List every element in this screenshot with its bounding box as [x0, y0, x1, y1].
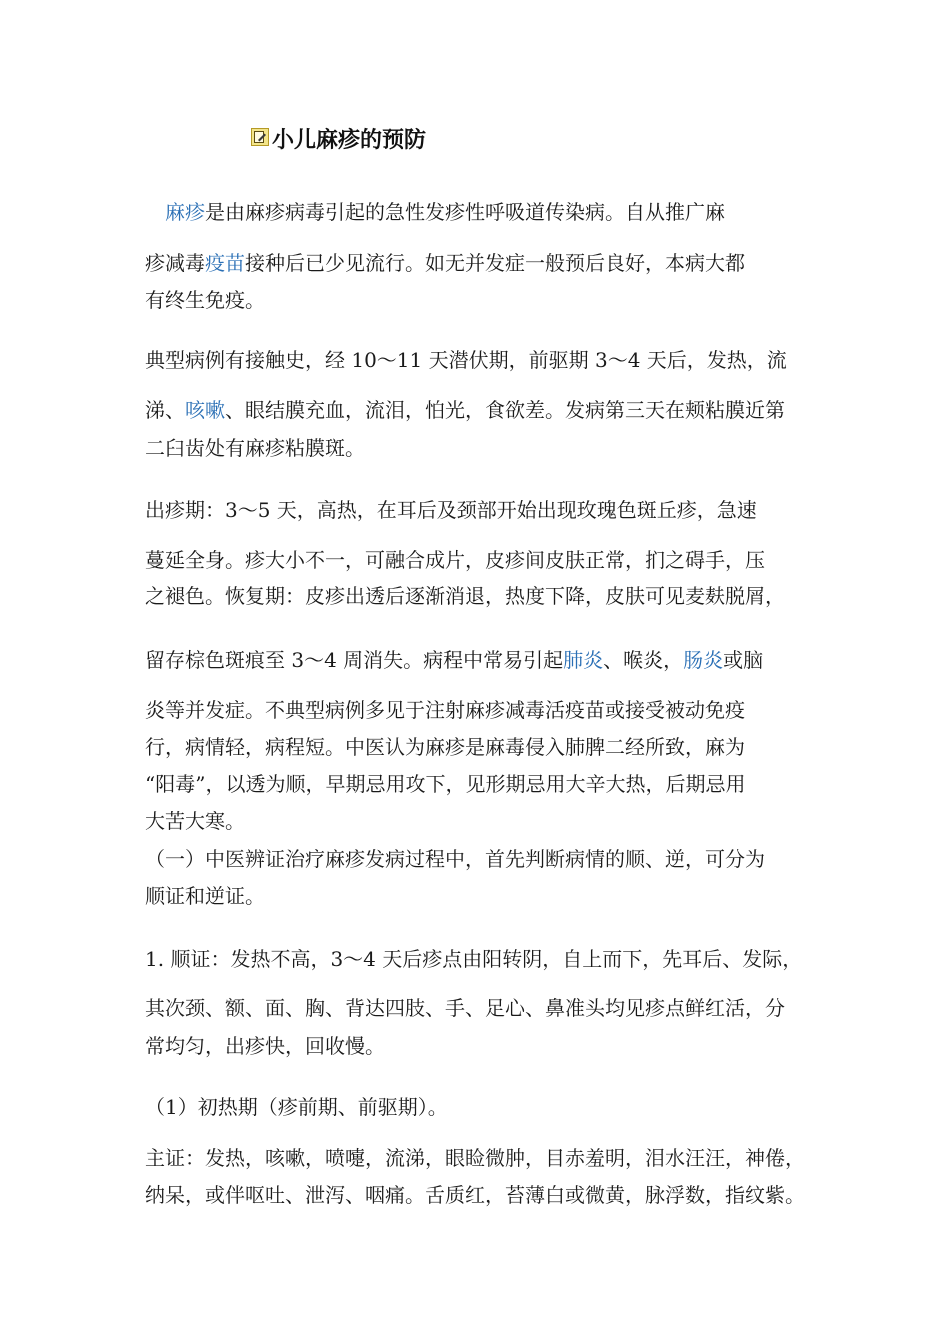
paragraph-line — [145, 696, 745, 724]
text-run: 、眼结膜充血，流泪，怕光，食欲差。发病第三天在颊粘膜近第 — [225, 398, 785, 422]
text-run: 蔓延全身。疹大小不一，可融合成片，皮疹间皮肤正常，扪之碍手，压 — [145, 548, 765, 572]
text-run: “阳毒”，以透为顺，早期忌用攻下，见形期忌用大辛大热，后期忌用 — [145, 772, 746, 796]
paragraph-line — [145, 733, 745, 761]
text-run: 典型病例有接触史，经 10～11 天潜伏期，前驱期 3～4 天后，发热，流 — [145, 348, 787, 372]
text-run: 疹减毒 — [145, 251, 205, 275]
text-run: 二臼齿处有麻疹粘膜斑。 — [145, 436, 365, 460]
text-run: 1. 顺证：发热不高，3～4 天后疹点由阳转阴，自上而下，先耳后、发际， — [145, 947, 803, 971]
paragraph-line — [145, 286, 265, 314]
paragraph-line — [145, 994, 785, 1022]
term-link[interactable]: 疫苗 — [205, 251, 245, 275]
text-run: 常均匀，出疹快，回收慢。 — [145, 1034, 385, 1058]
text-run: 是由麻疹病毒引起的急性发疹性呼吸道传染病。自从推广麻 — [205, 200, 725, 224]
paragraph-line — [145, 770, 745, 798]
paragraph-line — [145, 396, 785, 424]
text-run: 顺证和逆证。 — [145, 884, 265, 908]
document-pencil-icon — [251, 128, 269, 146]
text-run: 留存棕色斑痕至 3～4 周消失。病程中常易引起 — [145, 648, 564, 672]
paragraph-line — [145, 1093, 448, 1121]
paragraph-line — [145, 807, 245, 835]
text-run: 之褪色。恢复期：皮疹出透后逐渐消退，热度下降，皮肤可见麦麸脱屑， — [145, 584, 785, 608]
paragraph-line — [145, 882, 265, 910]
text-run: 其次颈、额、面、胸、背达四肢、手、足心、鼻准头均见疹点鲜红活，分 — [145, 996, 785, 1020]
text-run: （1）初热期（疹前期、前驱期）。 — [145, 1095, 448, 1119]
text-run: 出疹期：3～5 天，高热，在耳后及颈部开始出现玫瑰色斑丘疹，急速 — [145, 498, 757, 522]
text-run: 炎等并发症。不典型病例多见于注射麻疹减毒活疫苗或接受被动免疫 — [145, 698, 745, 722]
paragraph-line — [145, 945, 802, 973]
text-run: 大苦大寒。 — [145, 809, 245, 833]
text-run — [145, 200, 165, 224]
page-title — [251, 118, 426, 158]
text-run: （一）中医辨证治疗麻疹发病过程中，首先判断病情的顺、逆，可分为 — [145, 847, 765, 871]
text-run: 或脑 — [723, 648, 764, 672]
title-text: 小儿麻疹的预防 — [272, 127, 427, 153]
paragraph-line — [145, 646, 763, 674]
text-run: 涕、 — [145, 398, 185, 422]
paragraph-line — [145, 434, 365, 462]
text-run: 纳呆，或伴呕吐、泄泻、咽痛。舌质红，苔薄白或微黄，脉浮数，指纹紫。 — [145, 1183, 805, 1207]
text-run: 主证：发热，咳嗽，喷嚏，流涕，眼睑微肿，目赤羞明，泪水汪汪，神倦， — [145, 1146, 805, 1170]
paragraph-line — [145, 1144, 805, 1172]
paragraph-line — [145, 546, 765, 574]
term-link[interactable]: 肠炎 — [683, 648, 724, 672]
paragraph-line — [145, 845, 765, 873]
term-link[interactable]: 咳嗽 — [185, 398, 225, 422]
text-run: 行，病情轻，病程短。中医认为麻疹是麻毒侵入肺脾二经所致，麻为 — [145, 735, 745, 759]
paragraph-line — [145, 582, 785, 610]
paragraph-line — [145, 1032, 385, 1060]
term-link[interactable]: 肺炎 — [563, 648, 604, 672]
text-run: 接种后已少见流行。如无并发症一般预后良好，本病大都 — [245, 251, 745, 275]
paragraph-line — [145, 1181, 805, 1209]
paragraph-line — [145, 496, 757, 524]
text-run: 、喉炎， — [603, 648, 684, 672]
paragraph-line — [145, 198, 725, 226]
text-run: 有终生免疫。 — [145, 288, 265, 312]
paragraph-line — [145, 249, 745, 277]
paragraph-line — [145, 346, 787, 374]
term-link[interactable]: 麻疹 — [165, 200, 205, 224]
